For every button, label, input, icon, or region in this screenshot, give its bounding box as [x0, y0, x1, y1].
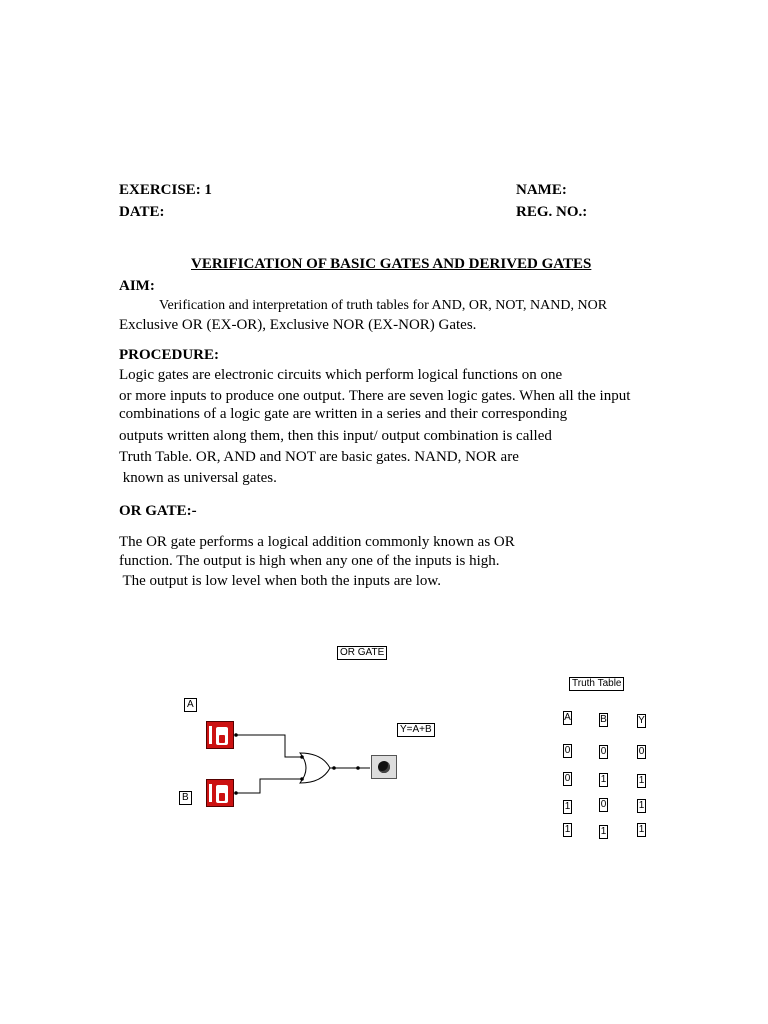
- procedure-heading: PROCEDURE:: [119, 347, 219, 363]
- procedure-line: Truth Table. OR, AND and NOT are basic gates. NAND, NOR are: [119, 449, 519, 465]
- procedure-line: Logic gates are electronic circuits which perform logical functions on one: [119, 367, 563, 383]
- table-header-y: Y: [638, 715, 645, 726]
- input-a-label: A: [184, 698, 197, 712]
- table-cell: 0: [638, 746, 645, 757]
- table-cell: 1: [638, 800, 645, 811]
- table-cell: 1: [638, 775, 645, 786]
- aim-line-2: Exclusive OR (EX-OR), Exclusive NOR (EX-NOR) Gates.: [119, 317, 477, 333]
- or-gate-heading: OR GATE:-: [119, 503, 197, 519]
- or-gate-line: The OR gate performs a logical addition commonly known as OR: [119, 534, 515, 550]
- table-cell: 0: [564, 773, 571, 784]
- table-cell: 1: [600, 774, 607, 785]
- table-cell: 0: [564, 745, 571, 756]
- table-cell: 0: [600, 799, 607, 810]
- name-label: NAME:: [516, 182, 567, 198]
- table-cell: 1: [564, 801, 571, 812]
- procedure-line: or more inputs to produce one output. There are seven logic gates. When all the input: [119, 388, 631, 404]
- exercise-label: EXERCISE: 1: [119, 182, 212, 198]
- table-cell: 1: [564, 824, 571, 835]
- table-cell: 1: [600, 826, 607, 837]
- input-b-label: B: [179, 791, 192, 805]
- date-label: DATE:: [119, 204, 165, 220]
- aim-line-1: Verification and interpretation of truth tables for AND, OR, NOT, NAND, NOR: [159, 298, 608, 313]
- output-label: Y=A+B: [397, 723, 435, 737]
- table-cell: 0: [600, 746, 607, 757]
- or-gate-line: The output is low level when both the inputs are low.: [119, 573, 442, 589]
- circuit-title: OR GATE: [337, 646, 387, 660]
- output-probe-icon: [371, 755, 397, 779]
- procedure-line: outputs written along them, then this input/ output combination is called: [119, 428, 552, 444]
- reg-no-label: REG. NO.:: [516, 204, 588, 220]
- procedure-line: combinations of a logic gate are written in a series and their corresponding: [119, 406, 568, 422]
- truth-table-title: Truth Table: [569, 677, 624, 691]
- table-cell: 1: [638, 824, 645, 835]
- aim-heading: AIM:: [119, 278, 155, 294]
- page-title: VERIFICATION OF BASIC GATES AND DERIVED GATES: [191, 256, 592, 272]
- or-gate-line: function. The output is high when any one of the inputs is high.: [119, 553, 500, 569]
- procedure-line: known as universal gates.: [119, 470, 277, 486]
- table-header-a: A: [564, 712, 571, 723]
- table-header-b: B: [600, 714, 607, 725]
